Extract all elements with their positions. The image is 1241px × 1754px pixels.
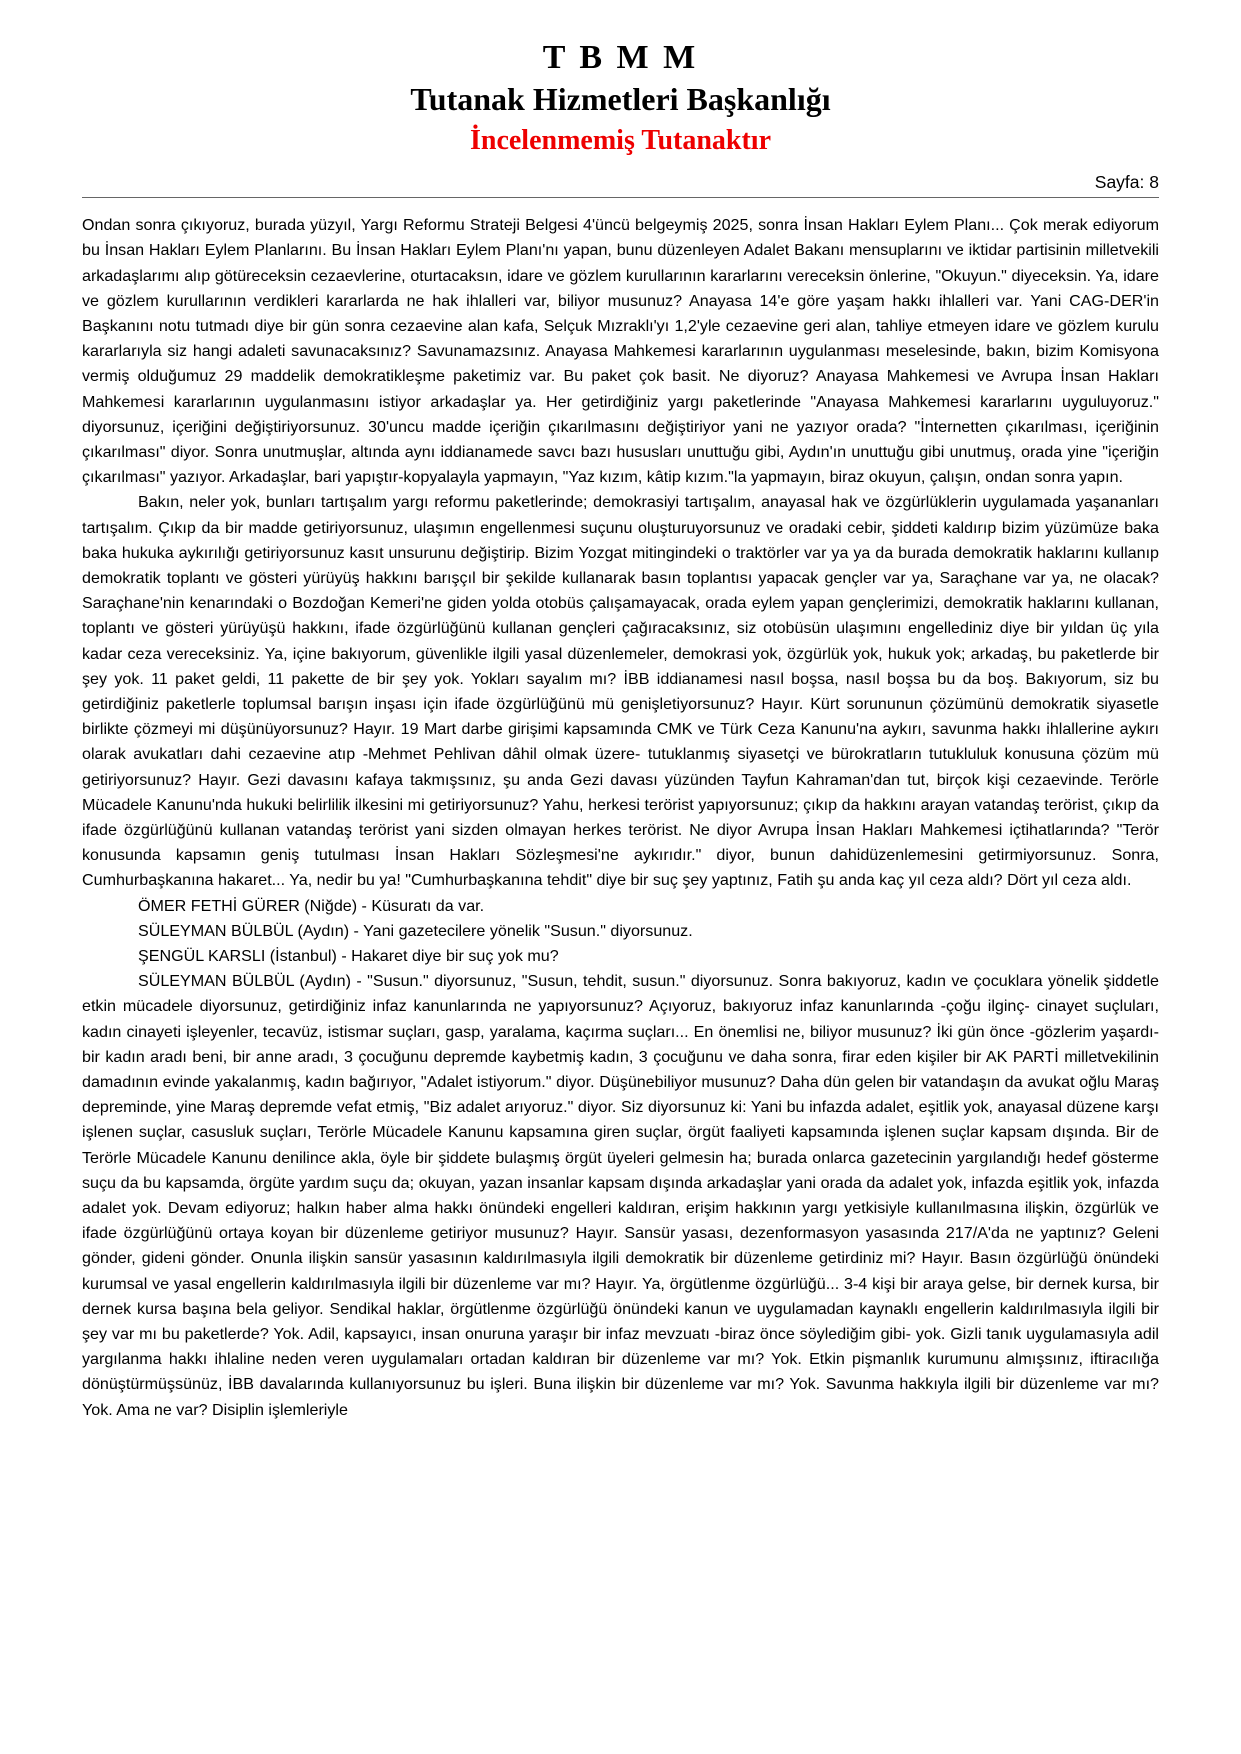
header-subtitle-department: Tutanak Hizmetleri Başkanlığı	[410, 81, 831, 118]
document-header	[0, 0, 1241, 158]
transcript-body	[82, 198, 1159, 1423]
header-title-tbmm: T B M M	[542, 39, 699, 76]
speaker-interjection: ŞENGÜL KARSLI (İstanbul) - Hakaret diye bir suç yok mu?	[138, 947, 559, 966]
speaker-interjection: SÜLEYMAN BÜLBÜL (Aydın) - Yani gazetecilere yönelik "Susun." diyorsunuz.	[138, 921, 693, 940]
transcript-paragraph: Ondan sonra çıkıyoruz, burada yüzyıl, Yargı Reformu Strateji Belgesi 4'üncü belgeymiş 2025, sonra İnsan Hakları Eylem Planı... Çok merak ediyorum bu İnsan Hakları Eylem Planlarını. Bu İnsan Hakları Eylem Planı'nı yapan, bunu düzenleyen Adalet Bakanı mensuplarını ve iktidar partisinin milletvekili arkadaşlarımı alıp götüreceksin cezaevlerine, oturtacaksın, idare ve gözlem kurullarının kararlarını vereceksin önlerine, "Okuyun." diyeceksin. Ya, idare ve gözlem kurullarının verdikleri kararlarda ne hak ihlalleri var, biliyor musunuz? Anayasa 14'e göre yaşam hakkı ihlalleri var. Yani CAG-DER'in Başkanını notu tutmadı diye bir gün sonra cezaevine alan kafa, Selçuk Mızraklı'yı 1,2'yle cezaevine geri alan, tahliye etmeyen idare ve gözlem kurulu kararlarıyla siz hangi adaleti savunacaksınız? Savunamazsınız. Anayasa Mahkemesi kararlarının uygulanması meselesinde, bakın, bizim Komisyona vermiş olduğumuz 29 maddelik demokratikleşme paketimiz var. Bu paket çok basit. Ne diyoruz? Anayasa Mahkemesi ve Avrupa İnsan Hakları Mahkemesi kararlarının uygulanmasını istiyor arkadaşlar ya. Her getirdiğiniz yargı paketlerinde "Anayasa Mahkemesi kararlarını uyguluyoruz." diyorsunuz, içeriğini değiştiriyorsunuz. 30'uncu madde içeriğin çıkarılmasını değiştiriyor yani ne yazıyor orada? "İnternetten çıkarılması, içeriğinin çıkarılması" diyor. Sonra unutmuşlar, altında aynı iddianamede savcı bazı hususları unuttuğu gibi, Aydın'ın unuttuğu gibi unutmuş, orada yine "içeriğin çıkarılması" yazıyor. Arkadaşlar, bari yapıştır-kopyalayla yapmayın, "Yaz kızım, kâtip kızım."la yapmayın, biraz okuyun, çalışın, ondan sonra yapın.	[82, 216, 1159, 487]
transcript-paragraph: SÜLEYMAN BÜLBÜL (Aydın) - "Susun." diyorsunuz, "Susun, tehdit, susun." diyorsunuz. Sonra bakıyoruz, kadın ve çocuklara yönelik şiddetle etkin mücadele diyorsunuz, getirdiğiniz infaz kanunlarında ne yapıyorsunuz? Açıyoruz, bakıyoruz infaz kanunlarında -çoğu ilginç- cinayet suçluları, kadın cinayeti işleyenler, tecavüz, istismar suçları, gasp, yaralama, kaçırma suçları... En önemlisi ne, biliyor musunuz? İki gün önce -gözlerim yaşardı- bir kadın aradı beni, bir anne aradı, 3 çocuğunu depremde kaybetmiş kadın, 3 çocuğunu ve daha sonra, firar eden kişiler bir AK PARTİ milletvekilinin damadının evinde yakalanmış, kadın bağırıyor, "Adalet istiyorum." diyor. Düşünebiliyor musunuz? Daha dün gelen bir vatandaşın da avukat oğlu Maraş depreminde, yine Maraş depremde vefat etmiş, "Biz adalet arıyoruz." diyor. Siz diyorsunuz ki: Yani bu infazda adalet, eşitlik yok, anayasal düzene karşı işlenen suçlar, casusluk suçları, Terörle Mücadele Kanunu kapsamına giren suçlar, örgüt faaliyeti kapsamında işlenen suçlar kapsam dışında. Bir de Terörle Mücadele Kanunu denilince akla, öyle bir şiddete bulaşmış örgüt üyeleri gelmesin ha; burada onlarca gazetecinin yargılandığı hedef gösterme suçu da bu kapsamda, örgüte yardım suçu da; okuyan, yazan insanlar kapsam dışında arkadaşlar yani orada da adalet yok, infazda eşitlik yok, infazda adalet yok. Devam ediyoruz; halkın haber alma hakkı önündeki engelleri kaldıran, erişim hakkının yargı yetkisiyle kullanılmasına ilişkin, özgürlük ve ifade özgürlüğünü ortaya koyan bir düzenleme getiriyor musunuz? Hayır. Sansür yasası, dezenformasyon yasasında 217/A'da ne yaptınız? Geleni gönder, gideni gönder. Onunla ilişkin sansür yasasının kaldırılmasıyla ilgili demokratik bir düzenleme getirdiniz mi? Hayır. Basın özgürlüğü önündeki kurumsal ve yasal engellerin kaldırılmasıyla ilgili bir düzenleme var mı? Hayır. Ya, örgütlenme özgürlüğü... 3-4 kişi bir araya gelse, bir dernek kursa, bir dernek kursa başına bela geliyor. Sendikal haklar, örgütlenme özgürlüğü önündeki kanun ve uygulamadan kaynaklı engellerin kaldırılmasıyla ilgili bir şey var mı bu paketlerde? Yok. Adil, kapsayıcı, insan onuruna yaraşır bir infaz mevzuatı -biraz önce söylediğim gibi- yok. Gizli tanık uygulamasıyla adil yargılanma hakkı ihlaline neden veren uygulamaları ortadan kaldıran bir düzenleme var mı? Yok. Etkin pişmanlık kurumunu almışsınız, iftiracılığa dönüştürmüşsünüz, İBB davalarında kullanıyorsunuz bu işleri. Buna ilişkin bir düzenleme var mı? Yok. Savunma hakkıyla ilgili bir düzenleme var mı? Yok. Ama ne var? Disiplin işlemleriyle	[82, 972, 1159, 1419]
transcript-paragraph: Bakın, neler yok, bunları tartışalım yargı reformu paketlerinde; demokrasiyi tartışalım, anayasal hak ve özgürlüklerin uygulamada yaşananları tartışalım. Çıkıp da bir madde getiriyorsunuz, ulaşımın engellenmesi suçunu oluşturuyorsunuz ve oradaki cebir, şiddeti kaldırıp bizim yüzümüze baka baka hukuka aykırılığı getiriyorsunuz kasıt unsurunu değiştirip. Bizim Yozgat mitingindeki o traktörler var ya ya da burada demokratik haklarını kullanıp demokratik toplantı ve gösteri yürüyüş hakkını barışçıl bir şekilde kullanarak basın toplantısı yapacak gençler var ya, Saraçhane var ya, ne olacak? Saraçhane'nin kenarındaki o Bozdoğan Kemeri'ne giden yolda otobüs çalışamayacak, orada eylem yapan gençlerimizi, demokratik haklarını kullanan, toplantı ve gösteri yürüyüşü hakkını, ifade özgürlüğünü kullanan gençleri çağıracaksınız, siz otobüsün ulaşımını engellediniz diye bir yıldan üç yıla kadar ceza vereceksiniz. Ya, içine bakıyorum, güvenlikle ilgili yasal düzenlemeler, demokrasi yok, özgürlük yok, hukuk yok; arkadaş, bu paketlerde bir şey yok. 11 paket geldi, 11 pakette de bir şey yok. Yokları sayalım mı? İBB iddianamesi nasıl boşsa, nasıl boşsa bu da boş. Bakıyorum, siz bu getirdiğiniz paketlerle toplumsal barışın inşası için ifade özgürlüğünü mü genişletiyorsunuz? Hayır. Kürt sorununun çözümünü demokratik siyasetle birlikte çözmeyi mi düşünüyorsunuz? Hayır. 19 Mart darbe girişimi kapsamında CMK ve Türk Ceza Kanunu'na aykırı, savunma hakkı ihlallerine aykırı olarak avukatları dahi cezaevine atıp -Mehmet Pehlivan dâhil olmak üzere- tutuklanmış siyasetçi ve bürokratların tutukluluk konusuna çözüm mü getiriyorsunuz? Hayır. Gezi davasını kafaya takmışsınız, şu anda Gezi davası yüzünden Tayfun Kahraman'dan tut, birçok kişi cezaevinde. Terörle Mücadele Kanunu'nda hukuki belirlilik ilkesini mi getiriyorsunuz? Yahu, herkesi terörist yapıyorsunuz; çıkıp da hakkını arayan vatandaş terörist, çıkıp da ifade özgürlüğünü kullanan vatandaş terörist yani sizden olmayan herkes terörist. Ne diyor Avrupa İnsan Hakları Mahkemesi içtihatlarında? "Terör konusunda kapsamın geniş tutulması İnsan Hakları Sözleşmesi'ne aykırıdır." diyor, bunun dahidüzenlemesini getirmiyorsunuz. Sonra, Cumhurbaşkanına hakaret... Ya, nedir bu ya! "Cumhurbaşkanına tehdit" diye bir suç şey yaptınız, Fatih şu anda kaç yıl ceza aldı? Dört yıl ceza aldı.	[82, 493, 1159, 890]
speaker-interjection: ÖMER FETHİ GÜRER (Niğde) - Küsuratı da var.	[138, 896, 485, 915]
page-number: Sayfa: 8	[1094, 172, 1159, 193]
header-notice-uninspected: İncelenmemiş Tutanaktır	[469, 125, 772, 157]
